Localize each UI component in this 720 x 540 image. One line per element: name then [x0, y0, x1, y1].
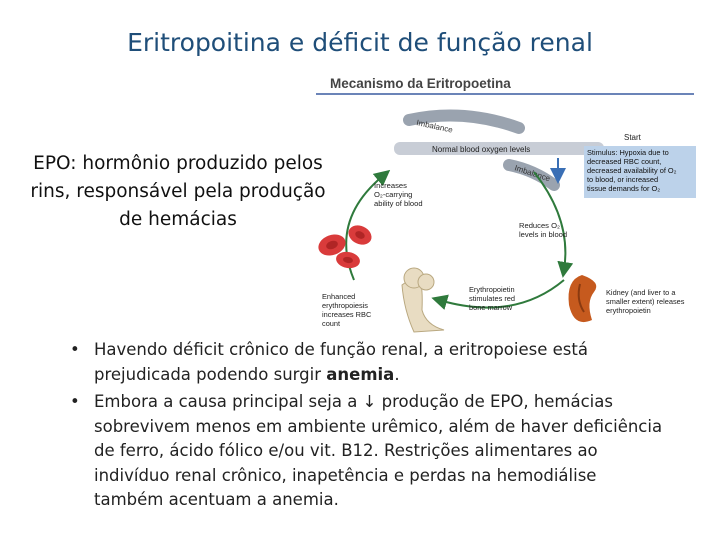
svg-text:decreased availability of O₂: decreased availability of O₂	[587, 166, 677, 175]
svg-text:Reduces O₂: Reduces O₂	[519, 221, 560, 230]
reduces-text	[519, 221, 567, 239]
svg-text:tissue demands for O₂: tissue demands for O₂	[587, 184, 661, 193]
svg-text:increases RBC: increases RBC	[322, 310, 372, 319]
slide-title: Eritropoitina e déficit de função renal	[127, 28, 593, 57]
bullet-marker: •	[70, 392, 80, 411]
enhanced-text	[322, 292, 372, 328]
svg-text:stimulates red: stimulates red	[469, 294, 516, 303]
svg-text:bone marrow: bone marrow	[469, 303, 513, 312]
svg-text:O₂-carrying: O₂-carrying	[374, 190, 413, 199]
svg-text:erythropoietin: erythropoietin	[606, 306, 651, 315]
svg-text:Erythropoietin: Erythropoietin	[469, 285, 515, 294]
svg-text:decreased RBC count,: decreased RBC count,	[587, 157, 662, 166]
svg-text:to blood, or increased: to blood, or increased	[587, 175, 659, 184]
epo-intro-text: EPO: hormônio produzido pelos rins, responsável pela produção de hemácias	[30, 153, 326, 230]
start-label: Start	[624, 133, 641, 142]
epo-mechanism-diagram	[314, 70, 698, 335]
svg-text:levels in blood: levels in blood	[519, 230, 568, 239]
bullet-list	[70, 338, 670, 516]
increases-text	[374, 181, 423, 208]
red-blood-cells-illustration	[315, 222, 374, 270]
svg-text:smaller extent) releases: smaller extent) releases	[606, 297, 685, 306]
svg-text:Enhanced: Enhanced	[322, 292, 356, 301]
imbalance-right-label: Imbalance	[513, 163, 552, 184]
kidney-illustration	[569, 275, 597, 322]
svg-text:ability of blood: ability of blood	[374, 199, 423, 208]
diagram-heading: Mecanismo da Eritropoetina	[330, 76, 511, 91]
svg-text:erythropoiesis: erythropoiesis	[322, 301, 369, 310]
bullet-item: • Embora a causa principal seja a ↓ produção de EPO, hemácias sobrevivem menos em ambiente urêmico, além de haver deficiência de ferro, ácido fólico e/ou vit. B12. Restrições alimentares ao indivíduo renal crônico, inapetência e perdas na hemodiálise também acentuam a anemia.	[70, 392, 663, 509]
normal-oxygen-label: Normal blood oxygen levels	[432, 145, 531, 154]
svg-text:Kidney (and liver to a: Kidney (and liver to a	[606, 288, 676, 297]
bone-illustration	[402, 268, 444, 332]
bullet-item: • Havendo déficit crônico de função renal, a eritropoiese está prejudicada podendo surgir anemia.	[70, 340, 588, 384]
emphasis-anemia: anemia	[326, 364, 395, 384]
svg-text:Stimulus: Hypoxia due to: Stimulus: Hypoxia due to	[587, 148, 669, 157]
down-arrow-icon: ↓	[362, 392, 377, 411]
imbalance-top-label: Imbalance	[415, 118, 454, 135]
kidney-text	[606, 288, 685, 315]
svg-text:Increases: Increases	[374, 181, 407, 190]
svg-text:count: count	[322, 319, 341, 328]
epo-stimulates-text	[469, 285, 515, 312]
bullet-marker: •	[70, 340, 80, 359]
